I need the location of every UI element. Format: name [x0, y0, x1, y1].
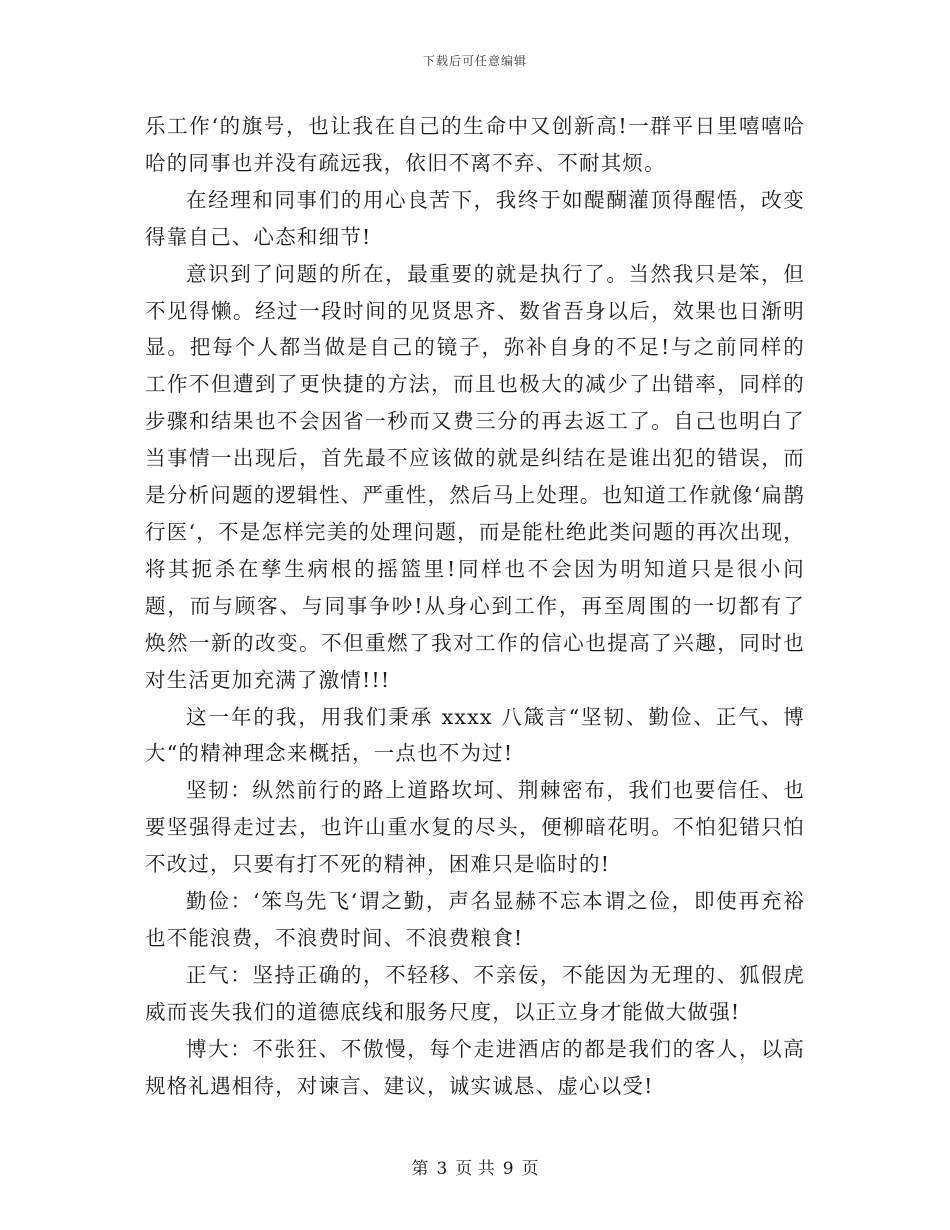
- paragraph-2: 在经理和同事们的用心良苦下，我终于如醍醐灌顶得醒悟，改变得靠自己、心态和细节!: [145, 187, 805, 249]
- paragraph-5-jianren: 坚韧：纵然前行的路上道路坎坷、荆棘密布，我们也要信任、也要坚强得走过去，也许山重水复的尽头，便柳暗花明。不怕犯错只怕不改过，只要有打不死的精神，困难只是临时的!: [145, 778, 805, 877]
- paragraph-7-zhengqi: 正气：坚持正确的，不轻移、不亲佞，不能因为无理的、狐假虎威而丧失我们的道德底线和服务尺度，以正立身才能做大做强!: [145, 962, 805, 1024]
- page-footer: [0, 1154, 950, 1179]
- paragraph-8-boda: 博大：不张狂、不傲慢，每个走进酒店的都是我们的客人，以高规格礼遇相待，对谏言、建议，诚实诚恳、虚心以受!: [145, 1036, 805, 1098]
- footer-suffix: 页: [521, 1159, 539, 1179]
- paragraph-3: 意识到了问题的所在，最重要的就是执行了。当然我只是笨，但不见得懒。经过一段时间的见贤思齐、数省吾身以后，效果也日渐明显。把每个人都当做是自己的镜子，弥补自身的不足!与之前同样的工作不但遭到了更快捷的方法，而且也极大的减少了出错率，同样的步骤和结果也不会因省一秒而又费三分的再去返工了。自己也明白了当事情一出现后，首先最不应该做的就是纠结在是谁出犯的错误，而是分析问题的逻辑性、严重性，然后马上处理。也知道工作就像‘扁鹊行医‘，不是怎样完美的处理问题，而是能杜绝此类问题的再次出现，将其扼杀在孳生病根的摇篮里!同样也不会因为明知道只是很小问题，而与顾客、与同事争吵!从身心到工作，再至周围的一切都有了焕然一新的改变。不但重燃了我对工作的信心也提高了兴趣，同时也对生活更加充满了激情!!!: [145, 261, 805, 692]
- footer-total-pages: 9: [502, 1159, 514, 1179]
- footer-current-page: 3: [436, 1159, 448, 1179]
- page-header-note: 下载后可任意编辑: [422, 54, 527, 68]
- paragraph-1: 乐工作‘的旗号，也让我在自己的生命中又创新高!一群平日里嘻嘻哈哈的同事也并没有疏远我，依旧不离不弃、不耐其烦。: [145, 114, 805, 175]
- footer-prefix: 第: [411, 1159, 429, 1179]
- paragraph-6-qinjian: 勤俭：‘笨鸟先飞‘谓之勤，声名显赫不忘本谓之俭，即使再充裕也不能浪费，不浪费时间、不浪费粮食!: [145, 889, 805, 950]
- footer-middle: 页 共: [455, 1159, 495, 1179]
- paragraph-4: 这一年的我，用我们秉承 xxxx 八箴言“坚韧、勤俭、正气、博大“的精神理念来概括，一点也不为过!: [145, 704, 805, 766]
- document-body: [145, 108, 805, 1104]
